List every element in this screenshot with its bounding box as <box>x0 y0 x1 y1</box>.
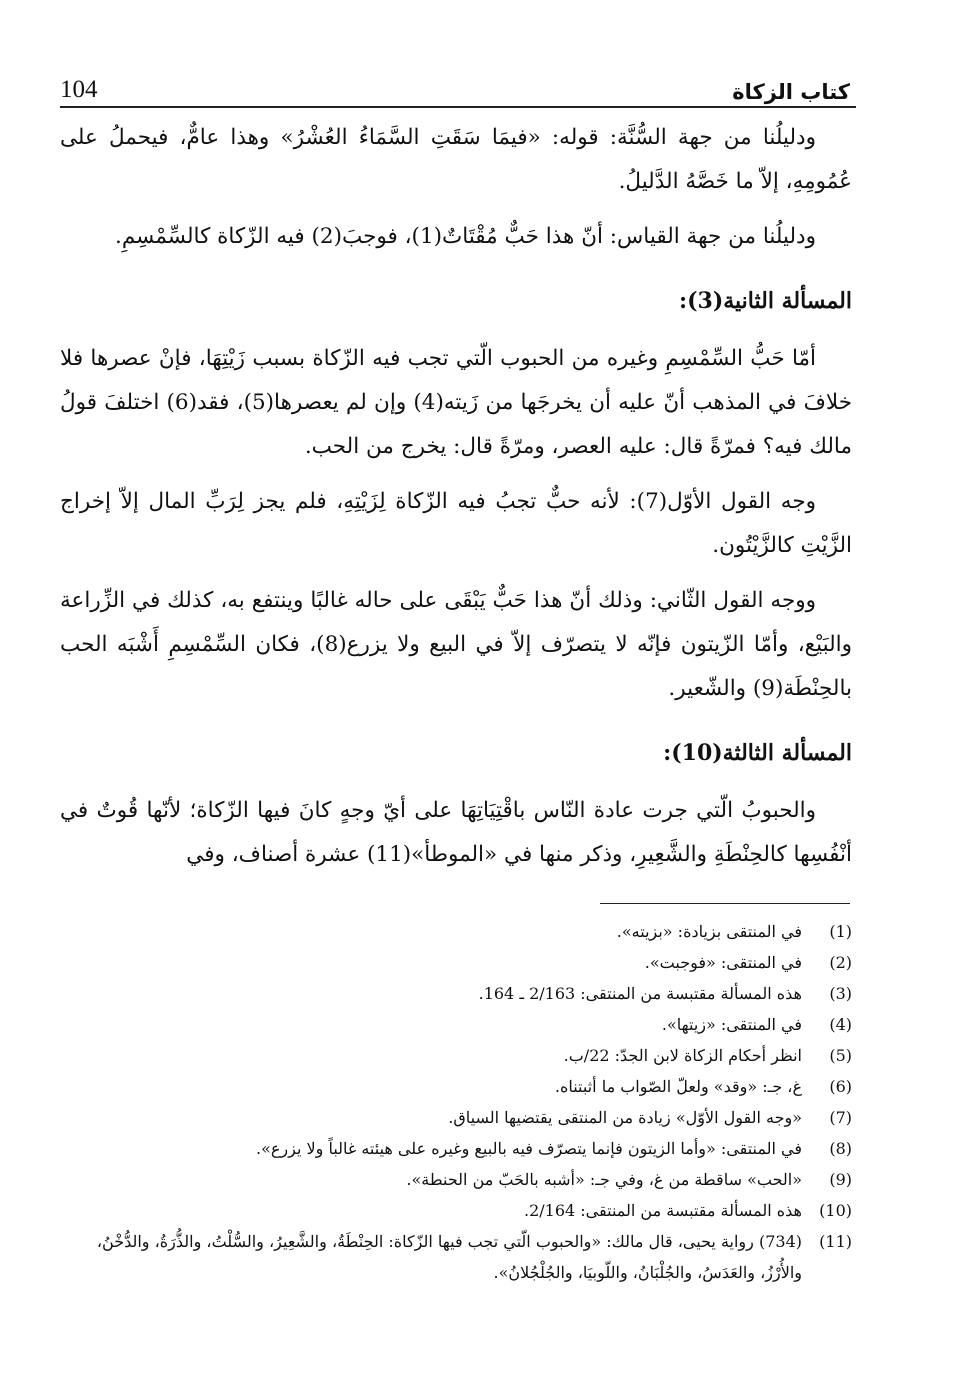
footnote-text: (734) رواية يحيى، قال مالك: «والحبوب الّتي تجب فيها الزّكاة: الحِنْطَةُ، والشَّعِيرُ، والسُّلْتُ، والذُّرَةُ، والدُّخْنُ، والأُرْزُ، والعَدَسُ، والجُلْبَانُ، واللّوبيَا، والجُلْجُلانُ». <box>96 1232 802 1282</box>
footnote-text: في المنتقى: «فوجبت». <box>644 953 802 972</box>
footnote-number: (4) <box>829 1015 852 1034</box>
page-header <box>60 66 850 104</box>
footnote-item <box>60 947 852 978</box>
footnote-item <box>60 1009 852 1040</box>
footnote-item <box>60 978 852 1009</box>
footnote-item <box>60 1071 852 1102</box>
footnote-number: (1) <box>829 922 852 941</box>
header-rule <box>60 106 856 108</box>
footnote-item <box>60 1040 852 1071</box>
paragraph-sunnah-evidence: ودليلُنا من جهة السُّنَّة: قوله: «فيمَا سَقَتِ السَّمَاءُ العُشْرُ» وهذا عامٌّ، فيحملُ على عُمُومِهِ، إلاّ ما خَصَّهُ الدَّليلُ. <box>60 125 852 194</box>
paragraph-sesame: أمّا حَبُّ السِّمْسِمِ وغيره من الحبوب الّتي تجب فيه الزّكاة بسبب زَيْتِهَا، فإنْ عصرها فلا خلافَ في المذهب أنّ عليه أن يخرجَها من زَيته(4) وإن لم يعصرها(5)، فقد(6) اختلفَ قولُ مالك فيه؟ فمرّةً قال: عليه العصر، ومرّةً قال: يخرج من الحب. <box>60 346 852 459</box>
paragraph-second-opinion: ووجه القول الثّاني: وذلك أنّ هذا حَبٌّ يَبْقَى على حاله غالبًا وينتفع به، كذلك في الزِّراعة والبَيْع، وأمّا الزّيتون فإنّه لا يتصرّف إلاّ في البيع ولا يزرع(8)، فكان السِّمْسِمِ أَشْبَه الحب بالحِنْطَة(9) والشّعير. <box>60 588 853 701</box>
footnote-number: (2) <box>829 953 852 972</box>
footnote-number: (3) <box>829 984 852 1003</box>
footnote-text: في المنتقى: «وأما الزيتون فإنما يتصرّف فيه بالبيع وغيره على هيئته غالباً ولا يزرع». <box>255 1139 802 1158</box>
footnote-number: (8) <box>829 1139 852 1158</box>
footnote-text: في المنتقى: «زيتها». <box>661 1015 802 1034</box>
footnote-number: (9) <box>829 1170 852 1189</box>
page-number: 104 <box>60 76 98 103</box>
main-text <box>60 116 852 888</box>
footnote-number: (5) <box>829 1046 852 1065</box>
paragraph-grains: والحبوبُ الّتي جرت عادة النّاس باقْتِيَاتِهَا على أيّ وجهٍ كانَ فيها الزّكاة؛ لأنّها قُوتٌ في أنْفُسِها كالحِنْطَةِ والشَّعِيرِ، وذكر منها في «الموطأ»(11) عشرة أصناف، وفي <box>60 798 852 867</box>
footnote-item <box>60 1226 852 1288</box>
footnote-number: (10) <box>819 1201 852 1220</box>
heading-third-issue: المسألة الثالثة(10): <box>663 740 852 766</box>
footnote-text: «الحب» ساقطة من غ، وفي جـ: «أشبه بالحَبّ من الحنطة». <box>406 1170 802 1189</box>
footnote-item <box>60 1102 852 1133</box>
footnote-text: انظر أحكام الزكاة لابن الجدّ: 22/ب. <box>563 1046 802 1065</box>
footnote-text: «وجه القول الأوّل» زيادة من المنتقى يقتضيها السياق. <box>448 1108 802 1127</box>
footnote-text: هذه المسألة مقتبسة من المنتقى: 2/163 ـ 164. <box>478 984 802 1003</box>
paragraph-analogy-evidence: ودليلُنا من جهة القياس: أنّ هذا حَبٌّ مُقْتَاتٌ(1)، فوجبَ(2) فيه الزّكاة كالسِّمْسِمِ. <box>115 224 816 249</box>
footnote-number: (11) <box>819 1232 852 1251</box>
footnote-text: غ، جـ: «وقد» ولعلّ الصّواب ما أثبتناه. <box>554 1077 802 1096</box>
footnote-text: هذه المسألة مقتبسة من المنتقى: 2/164. <box>524 1201 802 1220</box>
footnote-item <box>60 1133 852 1164</box>
footnotes <box>60 916 852 1288</box>
footnote-item <box>60 1195 852 1226</box>
footnote-item <box>60 916 852 947</box>
footnote-text: في المنتقى بزيادة: «بزيته». <box>616 922 802 941</box>
running-title: كتاب الزكاة <box>732 80 850 104</box>
footnote-rule <box>600 903 850 904</box>
footnote-number: (6) <box>829 1077 852 1096</box>
footnote-number: (7) <box>829 1108 852 1127</box>
paragraph-first-opinion: وجه القول الأوّل(7): لأنه حبٌّ تجبُ فيه الزّكاة لِزَيْتِهِ، فلم يجز لِرَبِّ المال إلاّ إخراج الزَّيْتِ كالزَّيْتُون. <box>60 489 852 558</box>
heading-second-issue: المسألة الثانية(3): <box>679 288 852 314</box>
footnote-item <box>60 1164 852 1195</box>
